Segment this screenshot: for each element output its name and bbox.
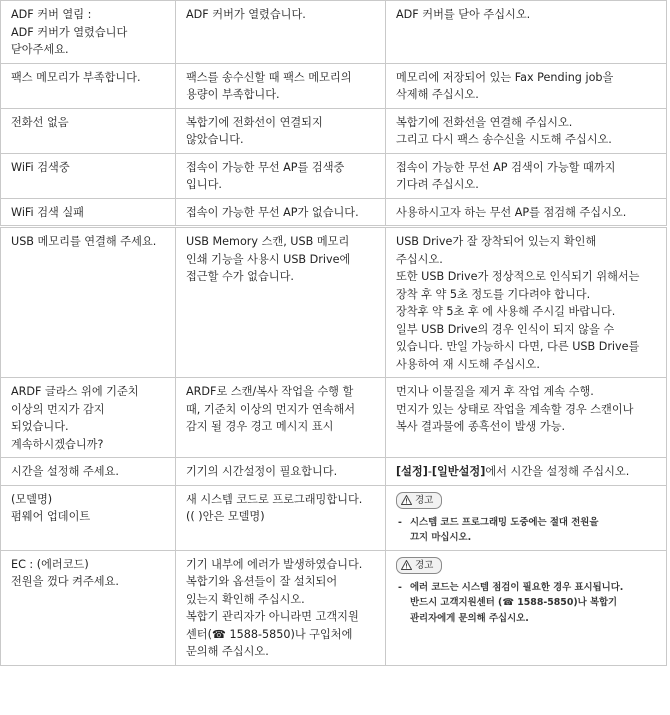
cell-line: 먼지가 있는 상태로 작업을 계속할 경우 스캔이나 [396, 402, 634, 416]
cell-line: 있는지 확인해 주십시오. [186, 592, 305, 606]
warning-text: 반드시 고객지원센터 (☎ 1588-5850)나 복합기 [410, 597, 618, 608]
cell-line: 이상의 먼지가 감지 [11, 402, 105, 416]
settings-path-part: - [427, 465, 432, 478]
cell-line: WiFi 검색중 [11, 160, 70, 174]
cell-line: 삭제해 주십시오. [396, 88, 479, 101]
cell-line: USB Memory 스캔, USB 메모리 [186, 235, 350, 248]
warning-item [396, 515, 658, 546]
cell-line: 메모리에 저장되어 있는 Fax Pending job을 [396, 70, 614, 84]
warning-text: 시스템 코드 프로그래밍 도중에는 절대 전원을 [410, 516, 599, 528]
table-row [1, 1, 667, 64]
message-cell [1, 1, 176, 64]
solution-cell [386, 108, 667, 153]
cell-line: 복합기에 전화선을 연결해 주십시오. [396, 115, 573, 129]
cell-line: 팩스를 송수신할 때 팩스 메모리의 [186, 70, 352, 84]
cell-line: 일부 USB Drive의 경우 인식이 되지 않을 수 [396, 322, 615, 336]
cell-line: 계속하시겠습니까? [11, 437, 104, 451]
message-cell [1, 108, 176, 153]
message-table-body [1, 1, 667, 666]
settings-path-part: [설정] [396, 465, 428, 478]
cell-line: 팩스 메모리가 부족합니다. [11, 70, 141, 84]
message-cell [1, 550, 176, 665]
cause-cell [176, 153, 386, 198]
cause-cell [176, 63, 386, 108]
cell-line: 접근할 수가 없습니다. [186, 270, 294, 283]
solution-cell [386, 458, 667, 486]
table-row [1, 198, 667, 227]
cell-line: ARDF로 스캔/복사 작업을 수행 할 [186, 385, 354, 398]
cell-line: 센터(☎ 1588-5850)나 구입처에 [186, 627, 353, 641]
cell-line: 않았습니다. [186, 133, 244, 146]
cell-line: 전화선 없음 [11, 115, 69, 129]
cell-line: ADF 커버가 열렸습니다. [186, 8, 306, 21]
cell-line: 그리고 다시 팩스 송수신을 시도해 주십시오. [396, 133, 612, 146]
cell-line: 복사 결과물에 종흑선이 발생 가능. [396, 420, 566, 433]
message-cell [1, 378, 176, 458]
table-row [1, 153, 667, 198]
cell-line: 사용하시고자 하는 무선 AP를 점검해 주십시오. [396, 205, 627, 219]
cell-line: USB Drive가 잘 장착되어 있는지 확인해 [396, 235, 597, 248]
warning-text: 에러 코드는 시스템 점검이 필요한 경우 표시됩니다. [410, 581, 624, 593]
cell-line: EC : (에러코드) [11, 557, 89, 571]
bullet-dash: - [398, 516, 402, 528]
cell-line: USB 메모리를 연결해 주세요. [11, 235, 157, 248]
table-row [1, 378, 667, 458]
warning-text: 관리자에게 문의해 주십시오. [410, 612, 529, 624]
table-row [1, 63, 667, 108]
cell-line: 펌웨어 업데이트 [11, 510, 91, 523]
cell-line: 문의해 주십시오. [186, 645, 269, 658]
cause-cell [176, 198, 386, 227]
cell-line: 접속이 가능한 무선 AP 검색이 가능할 때까지 [396, 160, 616, 174]
message-cell [1, 458, 176, 486]
warning-badge-label: 경고 [415, 494, 434, 506]
cell-line: WiFi 검색 실패 [11, 205, 84, 219]
warning-box [396, 557, 442, 576]
warning-triangle-icon [401, 560, 412, 570]
message-cell [1, 485, 176, 550]
cell-line: 인쇄 기능을 사용시 USB Drive에 [186, 252, 351, 266]
cell-line: 장착 후 약 5초 정도를 기다려야 합니다. [396, 287, 591, 301]
cell-line: ARDF 글라스 위에 기준치 [11, 385, 139, 398]
cause-cell [176, 108, 386, 153]
cell-line: 때, 기준치 이상의 먼지가 연속해서 [186, 402, 356, 416]
cause-cell [176, 227, 386, 378]
cell-line: 복합기와 옵션들이 잘 설치되어 [186, 575, 338, 588]
cell-line: 장착후 약 5초 후 에 사용해 주시길 바랍니다. [396, 305, 616, 318]
cell-line: 복합기에 전화선이 연결되지 [186, 115, 323, 129]
table-row [1, 550, 667, 665]
solution-cell [386, 227, 667, 378]
solution-cell [386, 1, 667, 64]
bullet-dash: - [398, 581, 402, 593]
cell-line: 기기의 시간설정이 필요합니다. [186, 465, 338, 478]
cell-line: 새 시스템 코드로 프로그래밍합니다. [186, 492, 363, 506]
cell-line: (( )안은 모델명) [186, 510, 265, 523]
message-cell [1, 227, 176, 378]
cause-cell [176, 485, 386, 550]
cell-line: ADF 커버 열림 : [11, 8, 92, 21]
table-row [1, 108, 667, 153]
cell-line: 먼지나 이물질을 제거 후 작업 계속 수행. [396, 385, 594, 398]
cause-cell [176, 378, 386, 458]
cell-line: 또한 USB Drive가 정상적으로 인식되기 위해서는 [396, 270, 640, 283]
solution-cell [386, 198, 667, 227]
cell-line: ADF 커버가 열렸습니다 [11, 25, 128, 39]
cell-line: 입니다. [186, 178, 222, 191]
cell-line: 사용하여 재 시도해 주십시오. [396, 357, 540, 371]
solution-cell [386, 378, 667, 458]
cell-line: 있습니다. 만일 가능하시 다면, 다른 USB Drive를 [396, 340, 640, 353]
cause-cell [176, 458, 386, 486]
cell-line: 접속이 가능한 무선 AP가 없습니다. [186, 205, 359, 219]
solution-cell [386, 550, 667, 665]
message-cell [1, 198, 176, 227]
cell-line: 감지 될 경우 경고 메시지 표시 [186, 420, 334, 433]
cell-line: ADF 커버를 닫아 주십시오. [396, 8, 531, 21]
solution-cell [386, 485, 667, 550]
message-cell [1, 63, 176, 108]
solution-cell [386, 63, 667, 108]
warning-item [396, 580, 658, 627]
warning-text: 끄지 마십시오. [410, 532, 472, 543]
cell-line: 전원을 껐다 켜주세요. [11, 575, 119, 588]
warning-badge [396, 492, 442, 509]
warning-triangle-icon [401, 495, 412, 505]
warning-badge [396, 557, 442, 574]
cell-line: 기기 내부에 에러가 발생하였습니다. [186, 557, 363, 571]
table-row [1, 227, 667, 378]
cell-line: 기다려 주십시오. [396, 178, 479, 191]
cell-line: (모델명) [11, 492, 53, 506]
cell-line: 되었습니다. [11, 420, 69, 433]
warning-box [396, 492, 442, 511]
solution-cell [386, 153, 667, 198]
cause-cell [176, 550, 386, 665]
settings-path-part: [일반설정] [431, 465, 486, 478]
cell-line: 주십시오. [396, 252, 443, 266]
cell-line: 접속이 가능한 무선 AP를 검색중 [186, 160, 345, 174]
warning-badge-label: 경고 [415, 559, 434, 571]
cell-line: 닫아주세요. [11, 43, 69, 56]
settings-path-text [396, 463, 658, 481]
table-row [1, 485, 667, 550]
cell-line: 복합기 관리자가 아니라면 고객지원 [186, 610, 359, 623]
cell-line: 용량이 부족합니다. [186, 88, 280, 101]
table-row [1, 458, 667, 486]
settings-path-part: 에서 시간을 설정해 주십시오. [485, 465, 630, 478]
message-cell [1, 153, 176, 198]
cause-cell [176, 1, 386, 64]
cell-line: 시간을 설정해 주세요. [11, 465, 119, 478]
